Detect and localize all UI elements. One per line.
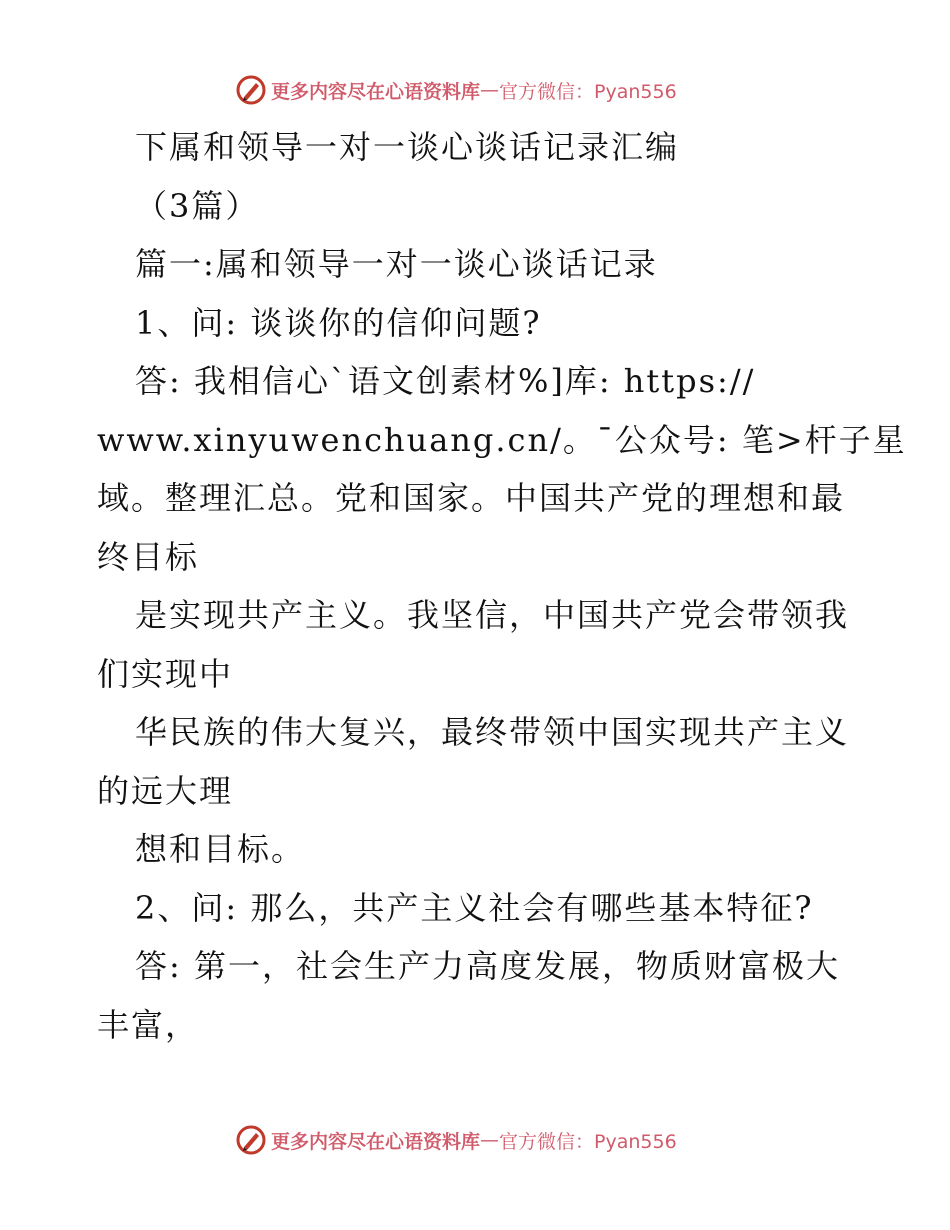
footer-watermark-banner	[235, 1122, 677, 1158]
document-body	[97, 118, 907, 1054]
question-2: 2、问: 那么，共产主义社会有哪些基本特征?	[135, 888, 814, 927]
pen-logo-icon	[235, 1124, 267, 1156]
answer-line: 想和目标。	[135, 830, 306, 868]
answer-line: 们实现中	[97, 654, 234, 693]
answer-line: 丰富，	[97, 1005, 200, 1044]
banner-text: 更多内容尽在心语资料库	[271, 1130, 481, 1153]
banner-text: 更多内容尽在心语资料库	[271, 80, 481, 103]
answer-line: 的远大理	[97, 771, 234, 810]
question-1: 1、问: 谈谈你的信仰问题?	[135, 303, 542, 342]
banner-dash: —	[480, 1129, 500, 1151]
section-heading: 篇一:属和领导一对一谈心谈话记录	[135, 245, 658, 283]
pen-logo-icon	[235, 74, 267, 106]
banner-wechat: 官方微信：Pyan556	[499, 80, 677, 103]
answer-line: 域。整理汇总。党和国家。中国共产党的理想和最	[97, 479, 846, 517]
answer-line: 答: 我相信心`语文创素材%]库: https://	[135, 362, 756, 400]
document-title: 下属和领导一对一谈心谈话记录汇编	[135, 128, 680, 166]
header-watermark-banner	[235, 72, 677, 108]
answer-line: www.xinyuwenchuang.cn/。¯公众号: 笔>杆子星	[97, 420, 907, 459]
banner-dash: —	[480, 79, 500, 101]
document-subtitle: （3篇）	[135, 186, 260, 225]
answer-line: 是实现共产主义。我坚信，中国共产党会带领我	[135, 596, 850, 634]
answer-line: 答: 第一，社会生产力高度发展，物质财富极大	[135, 947, 840, 985]
banner-wechat: 官方微信：Pyan556	[499, 1130, 677, 1153]
answer-line: 终目标	[97, 537, 200, 576]
answer-line: 华民族的伟大复兴，最终带领中国实现共产主义	[135, 713, 850, 751]
